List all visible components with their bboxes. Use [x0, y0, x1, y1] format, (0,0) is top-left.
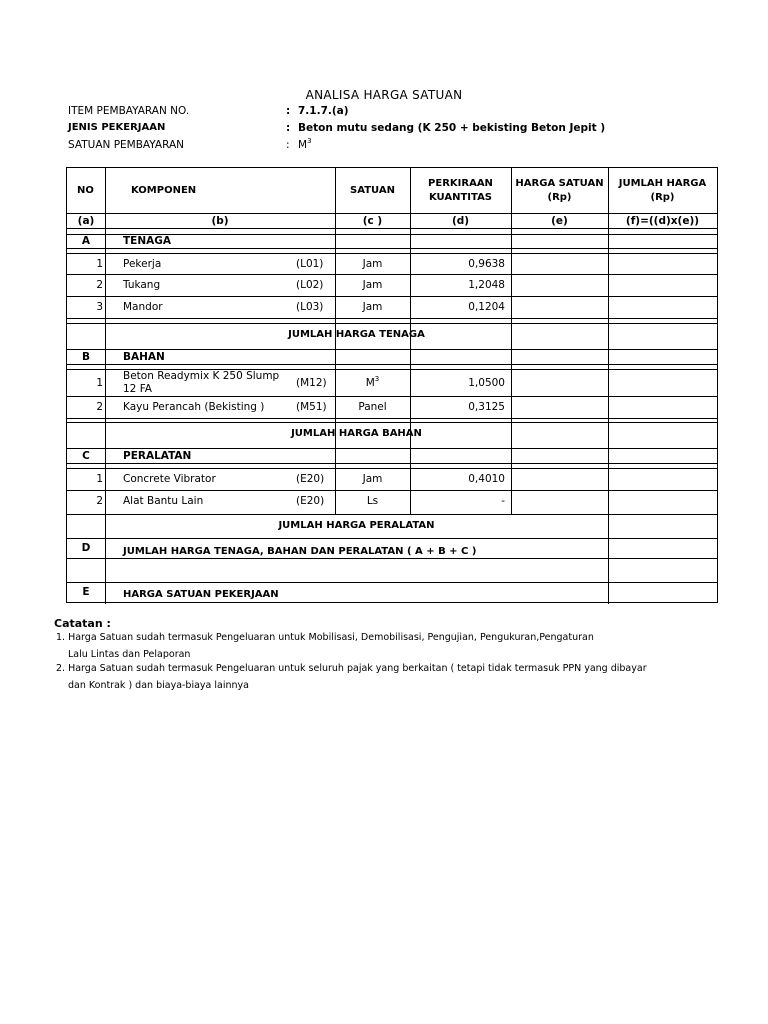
bahan-2-no: 2	[96, 401, 103, 413]
tenaga-2-name: Tukang	[123, 279, 161, 291]
row-divider	[67, 538, 717, 539]
tenaga-1-no: 1	[96, 258, 103, 270]
bahan-1-name-line1: Beton Readymix K 250 Slump	[123, 370, 280, 382]
peralatan-1-no: 1	[96, 473, 103, 485]
bahan-1-name-line2: 12 FA	[123, 383, 152, 395]
bahan-2-code: (M51)	[296, 401, 327, 413]
peralatan-2-unit: Ls	[366, 495, 379, 507]
tenaga-2-qty: 1,2048	[468, 279, 505, 291]
tenaga-3-qty: 0,1204	[468, 301, 505, 313]
notes-title: Catatan :	[54, 617, 111, 630]
header-satuan: SATUAN	[350, 185, 395, 196]
peralatan-2-code: (E20)	[296, 495, 325, 507]
code-d: (d)	[451, 215, 470, 227]
jenis-pekerjaan-value: Beton mutu sedang (K 250 + bekisting Beton Jepit )	[298, 122, 606, 134]
code-f: (f)=((d)x(e))	[625, 215, 700, 227]
tenaga-1-code: (L01)	[296, 258, 324, 270]
tenaga-3-code: (L03)	[296, 301, 324, 313]
section-d-letter: D	[81, 542, 91, 554]
row-divider	[67, 558, 717, 559]
bahan-2-unit: Panel	[358, 401, 387, 413]
row-divider	[67, 228, 717, 229]
row-divider	[67, 296, 717, 297]
jenis-colon: :	[286, 122, 291, 134]
header-komponen: KOMPONEN	[131, 185, 197, 196]
row-divider	[67, 364, 717, 365]
header-harga-satuan-line2: (Rp)	[547, 192, 572, 203]
section-b-title: BAHAN	[123, 351, 165, 363]
row-divider	[67, 418, 717, 419]
peralatan-2-name: Alat Bantu Lain	[123, 495, 204, 507]
peralatan-1-unit: Jam	[362, 473, 383, 485]
tenaga-2-unit: Jam	[362, 279, 383, 291]
total-tenaga-label: JUMLAH HARGA TENAGA	[288, 329, 425, 340]
bahan-2-name: Kayu Perancah (Bekisting )	[123, 401, 265, 413]
note-2-line2: dan Kontrak ) dan biaya-biaya lainnya	[68, 680, 249, 691]
peralatan-2-qty: -	[501, 495, 505, 507]
row-divider	[67, 490, 717, 491]
satuan-pembayaran-value	[298, 139, 312, 151]
tenaga-2-no: 2	[96, 279, 103, 291]
tenaga-3-name: Mandor	[123, 301, 163, 313]
satuan-unit-exponent: 3	[307, 137, 312, 145]
jenis-pekerjaan-label: JENIS PEKERJAAN	[68, 122, 166, 133]
analysis-table	[66, 167, 718, 603]
code-e: (e)	[551, 215, 568, 227]
tenaga-1-qty: 0,9638	[468, 258, 505, 270]
bahan-1-unit-exponent: 3	[374, 375, 380, 383]
section-a-title: TENAGA	[123, 235, 171, 247]
row-divider	[67, 248, 717, 249]
code-c: (c )	[362, 215, 383, 227]
item-colon: :	[286, 105, 291, 117]
section-a-letter: A	[81, 235, 91, 247]
row-divider	[67, 323, 717, 324]
tenaga-3-unit: Jam	[362, 301, 383, 313]
header-jumlah-harga-line2: (Rp)	[650, 192, 675, 203]
tenaga-2-code: (L02)	[296, 279, 324, 291]
row-divider	[67, 463, 717, 464]
section-c-letter: C	[82, 450, 90, 462]
note-1-line1: 1. Harga Satuan sudah termasuk Pengeluaran untuk Mobilisasi, Demobilisasi, Pengujian, Pengukuran,Pengaturan	[56, 632, 594, 643]
tenaga-1-unit: Jam	[362, 258, 383, 270]
bahan-1-no: 1	[96, 377, 103, 389]
row-divider	[67, 253, 717, 254]
bahan-1-unit	[335, 377, 410, 389]
note-1-line2: Lalu Lintas dan Pelaporan	[68, 649, 191, 660]
header-no: NO	[77, 185, 94, 196]
header-harga-satuan-line1: HARGA SATUAN	[515, 178, 604, 189]
section-c-title: PERALATAN	[123, 450, 192, 462]
bahan-1-unit-text: M	[365, 377, 375, 389]
section-e-letter: E	[82, 586, 90, 598]
satuan-pembayaran-label: SATUAN PEMBAYARAN	[68, 139, 184, 151]
tenaga-1-name: Pekerja	[123, 258, 162, 270]
header-kuantitas-line2: KUANTITAS	[428, 192, 493, 203]
section-b-letter: B	[81, 351, 90, 363]
item-pembayaran-value: 7.1.7.(a)	[298, 105, 349, 117]
tenaga-3-no: 3	[96, 301, 103, 313]
row-divider	[67, 468, 717, 469]
item-pembayaran-label: ITEM PEMBAYARAN NO.	[68, 105, 190, 117]
satuan-unit: M	[298, 139, 308, 151]
row-divider	[67, 514, 717, 515]
peralatan-1-name: Concrete Vibrator	[123, 473, 216, 485]
total-bahan-label: JUMLAH HARGA BAHAN	[291, 428, 422, 439]
row-divider	[67, 396, 717, 397]
row-divider	[67, 582, 717, 583]
satuan-colon: :	[286, 139, 290, 151]
row-divider	[67, 318, 717, 319]
header-jumlah-harga-line1: JUMLAH HARGA	[618, 178, 707, 189]
peralatan-2-no: 2	[96, 495, 103, 507]
row-divider	[67, 422, 717, 423]
row-divider	[67, 274, 717, 275]
peralatan-1-qty: 0,4010	[468, 473, 505, 485]
section-d-title: JUMLAH HARGA TENAGA, BAHAN DAN PERALATAN ( A + B + C )	[123, 546, 477, 557]
row-divider	[67, 349, 717, 350]
total-peralatan-label: JUMLAH HARGA PERALATAN	[278, 520, 435, 531]
note-2-line1: 2. Harga Satuan sudah termasuk Pengeluaran untuk seluruh pajak yang berkaitan ( tetapi tidak termasuk PPN yang dibayar	[56, 663, 647, 674]
bahan-1-qty: 1,0500	[468, 377, 505, 389]
code-b: (b)	[211, 215, 229, 227]
code-a: (a)	[77, 215, 95, 227]
bahan-1-code: (M12)	[296, 377, 327, 389]
row-divider	[67, 213, 717, 214]
section-e-title: HARGA SATUAN PEKERJAAN	[123, 589, 279, 600]
peralatan-1-code: (E20)	[296, 473, 325, 485]
row-divider	[67, 448, 717, 449]
header-kuantitas-line1: PERKIRAAN	[428, 178, 493, 189]
bahan-2-qty: 0,3125	[468, 401, 505, 413]
page-title: ANALISA HARGA SATUAN	[305, 88, 463, 102]
